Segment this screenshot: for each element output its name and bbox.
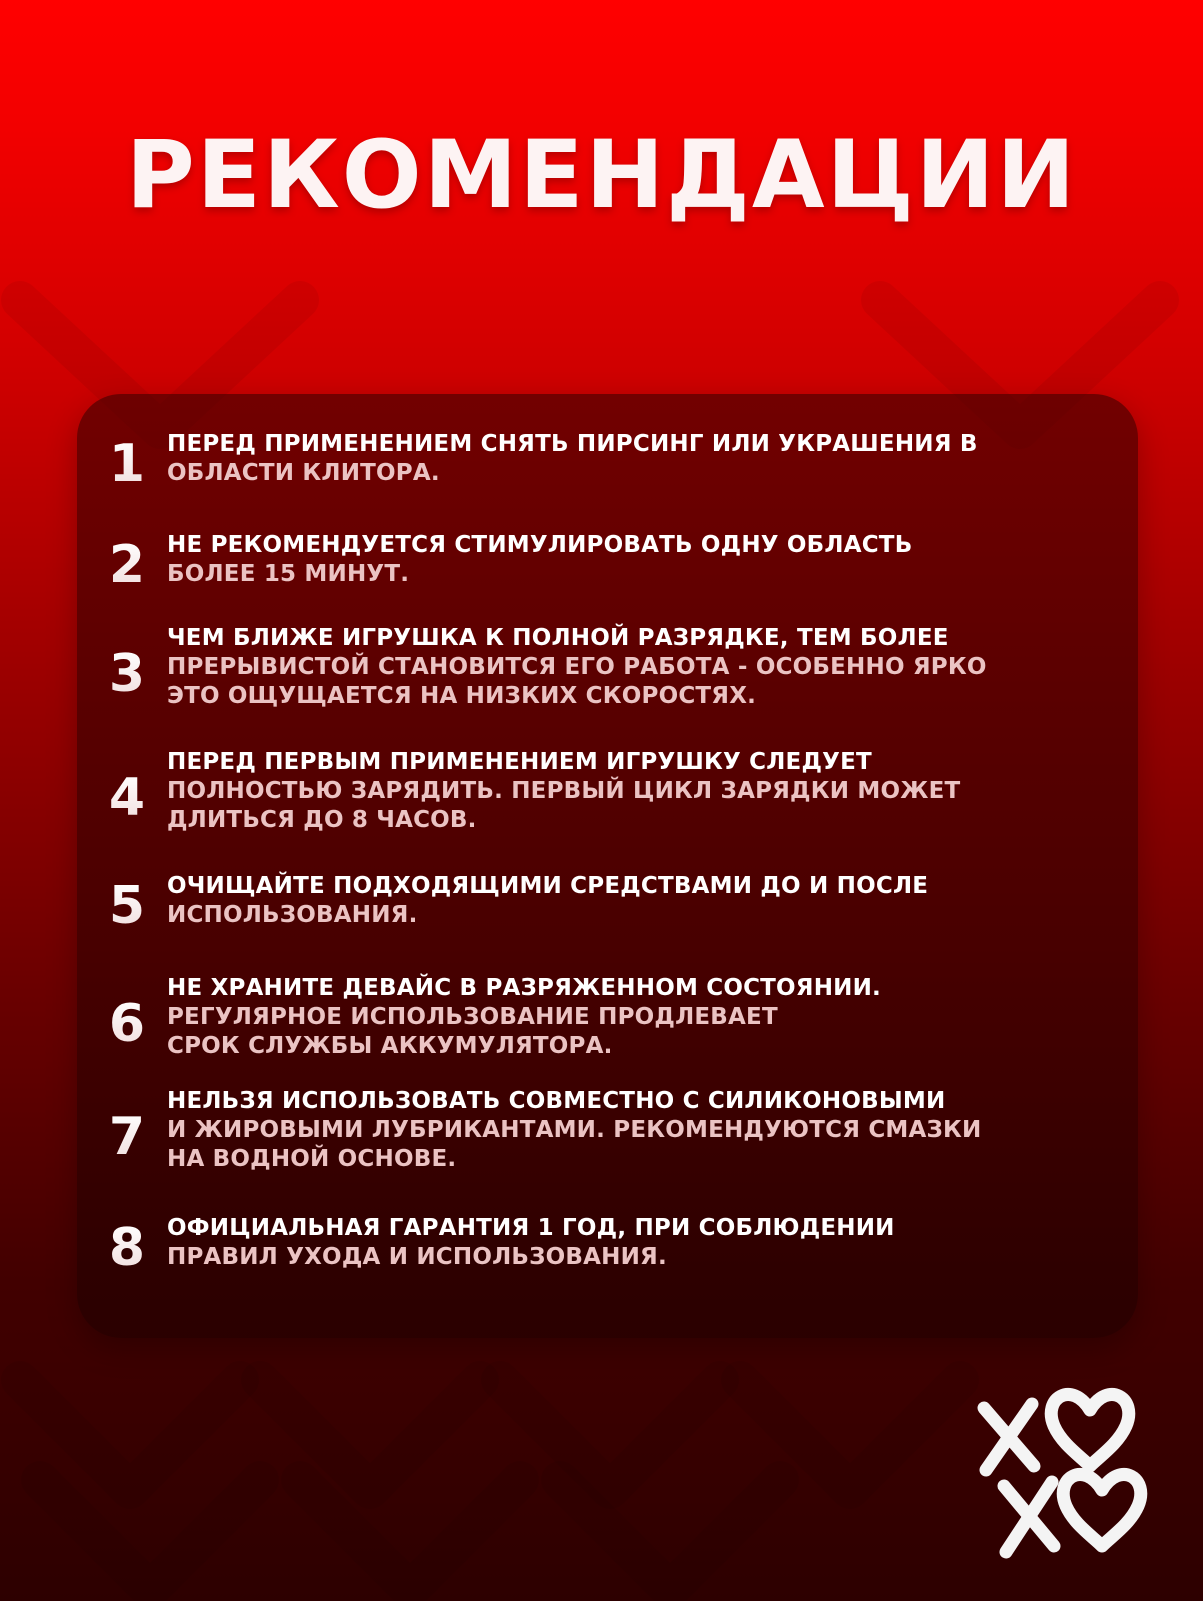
recommendations-panel	[77, 394, 1138, 1338]
recommendation-number: 2	[97, 539, 157, 591]
recommendation-text	[167, 430, 1067, 488]
recommendation-line: НЕЛЬЗЯ ИСПОЛЬЗОВАТЬ СОВМЕСТНО С СИЛИКОНОВЫМИ	[167, 1088, 946, 1114]
recommendation-text	[167, 1087, 1067, 1174]
recommendation-number: 1	[97, 438, 157, 490]
recommendation-number: 7	[97, 1111, 157, 1163]
page-title: РЕКОМЕНДАЦИИ	[125, 121, 1078, 230]
recommendation-line: ЭТО ОЩУЩАЕТСЯ НА НИЗКИХ СКОРОСТЯХ.	[167, 683, 757, 709]
recommendation-line: ПОЛНОСТЬЮ ЗАРЯДИТЬ. ПЕРВЫЙ ЦИКЛ ЗАРЯДКИ МОЖЕТ	[167, 778, 961, 804]
recommendation-line: ПЕРЕД ПРИМЕНЕНИЕМ СНЯТЬ ПИРСИНГ ИЛИ УКРАШЕНИЯ В	[167, 431, 978, 457]
recommendation-text	[167, 974, 1067, 1061]
recommendation-number: 6	[97, 998, 157, 1050]
recommendation-line: ОБЛАСТИ КЛИТОРА.	[167, 460, 440, 486]
recommendation-line: ОЧИЩАЙТЕ ПОДХОДЯЩИМИ СРЕДСТВАМИ ДО И ПОСЛЕ	[167, 873, 929, 899]
recommendation-text	[167, 531, 1067, 589]
recommendation-line: РЕГУЛЯРНОЕ ИСПОЛЬЗОВАНИЕ ПРОДЛЕВАЕТ	[167, 1004, 778, 1030]
recommendation-line: ЧЕМ БЛИЖЕ ИГРУШКА К ПОЛНОЙ РАЗРЯДКЕ, ТЕМ БОЛЕЕ	[167, 625, 949, 651]
recommendation-number: 3	[97, 648, 157, 700]
recommendation-text	[167, 1214, 1067, 1272]
recommendation-line: ПРЕРЫВИСТОЙ СТАНОВИТСЯ ЕГО РАБОТА - ОСОБЕННО ЯРКО	[167, 654, 987, 680]
recommendation-line: БОЛЕЕ 15 МИНУТ.	[167, 561, 410, 587]
recommendation-number: 5	[97, 880, 157, 932]
recommendation-line: И ЖИРОВЫМИ ЛУБРИКАНТАМИ. РЕКОМЕНДУЮТСЯ СМАЗКИ	[167, 1117, 982, 1143]
recommendation-line: ПРАВИЛ УХОДА И ИСПОЛЬЗОВАНИЯ.	[167, 1244, 667, 1270]
recommendation-number: 4	[97, 772, 157, 824]
recommendation-text	[167, 748, 1067, 835]
recommendation-text	[167, 872, 1067, 930]
recommendation-number: 8	[97, 1222, 157, 1274]
xoxo-heart-logo-icon	[972, 1368, 1152, 1578]
recommendation-text	[167, 624, 1067, 711]
recommendation-line: НЕ РЕКОМЕНДУЕТСЯ СТИМУЛИРОВАТЬ ОДНУ ОБЛАСТЬ	[167, 532, 913, 558]
recommendation-line: ПЕРЕД ПЕРВЫМ ПРИМЕНЕНИЕМ ИГРУШКУ СЛЕДУЕТ	[167, 749, 872, 775]
recommendation-line: ИСПОЛЬЗОВАНИЯ.	[167, 902, 418, 928]
recommendation-line: СРОК СЛУЖБЫ АККУМУЛЯТОРА.	[167, 1033, 613, 1059]
recommendation-line: ДЛИТЬСЯ ДО 8 ЧАСОВ.	[167, 807, 477, 833]
recommendation-line: НЕ ХРАНИТЕ ДЕВАЙС В РАЗРЯЖЕННОМ СОСТОЯНИИ.	[167, 975, 881, 1001]
recommendation-line: НА ВОДНОЙ ОСНОВЕ.	[167, 1146, 457, 1172]
recommendation-line: ОФИЦИАЛЬНАЯ ГАРАНТИЯ 1 ГОД, ПРИ СОБЛЮДЕНИИ	[167, 1215, 895, 1241]
